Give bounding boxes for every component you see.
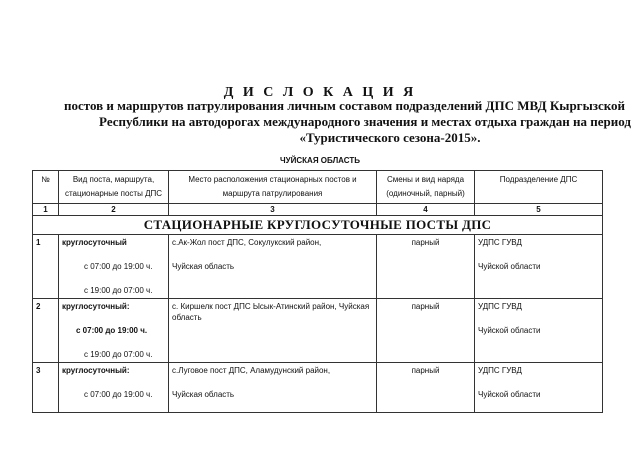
shift-day: с 07:00 до 19:00 ч. (76, 326, 148, 335)
table-row (33, 363, 603, 413)
header-unit: Подразделение ДПС (475, 171, 603, 204)
column-numbers-row (33, 204, 603, 216)
shift-night: с 19:00 до 07:00 ч. (84, 286, 153, 295)
post-type-cell (59, 299, 169, 363)
unit-region: Чуйской области (478, 262, 541, 271)
unit-cell (475, 363, 603, 413)
column-number: 5 (475, 204, 603, 216)
header-number: № (33, 171, 59, 204)
section-row (33, 216, 603, 235)
location-cell (169, 235, 377, 299)
unit-cell (475, 235, 603, 299)
post-type: круглосуточный (62, 238, 127, 247)
post-type-cell (59, 363, 169, 413)
location-region: Чуйская область (172, 390, 235, 399)
column-number: 3 (169, 204, 377, 216)
location-cell (169, 299, 377, 363)
unit-name: УДПС ГУВД (478, 302, 522, 311)
table-row (33, 299, 603, 363)
table-header-row (33, 171, 603, 204)
column-number: 4 (377, 204, 475, 216)
unit-region: Чуйской области (478, 326, 541, 335)
row-number: 3 (33, 363, 59, 413)
duty-type: парный (377, 299, 475, 363)
unit-name: УДПС ГУВД (478, 366, 522, 375)
deployment-table (32, 170, 603, 413)
post-type: круглосуточный: (62, 302, 130, 311)
region-heading: ЧУЙСКАЯ ОБЛАСТЬ (280, 156, 360, 165)
shift-night: с 19:00 до 07:00 ч. (84, 350, 153, 359)
row-number: 1 (33, 235, 59, 299)
location-text: с. Киршелк пост ДПС Ысык-Атинский район, Чуйская область (172, 302, 370, 322)
unit-name: УДПС ГУВД (478, 238, 522, 247)
shift-day: с 07:00 до 19:00 ч. (84, 390, 153, 399)
column-number: 2 (59, 204, 169, 216)
location-cell (169, 363, 377, 413)
document-title: Д И С Л О К А Ц И Я (223, 85, 417, 100)
location-region: Чуйская область (172, 262, 235, 271)
subtitle-line-2: Республики на автодорогах международного значения и местах отдыха граждан на период (99, 114, 631, 129)
unit-cell (475, 299, 603, 363)
subtitle-line-3: «Туристического сезона-2015». (299, 130, 481, 145)
table-row (33, 235, 603, 299)
post-type-cell (59, 235, 169, 299)
duty-type: парный (377, 235, 475, 299)
unit-region: Чуйской области (478, 390, 541, 399)
section-title: СТАЦИОНАРНЫЕ КРУГЛОСУТОЧНЫЕ ПОСТЫ ДПС (33, 216, 603, 235)
location-text: с.Луговое пост ДПС, Аламудунский район, (172, 366, 331, 375)
header-location: Место расположения стационарных постов и маршрута патрулирования (169, 171, 377, 204)
subtitle-line-1: постов и маршрутов патрулирования личным составом подразделений ДПС МВД Кыргызской (64, 98, 626, 113)
location-text: с.Ак-Жол пост ДПС, Сокулукский район, (172, 238, 322, 247)
column-number: 1 (33, 204, 59, 216)
header-shift: Смены и вид наряда (одиночный, парный) (377, 171, 475, 204)
duty-type: парный (377, 363, 475, 413)
post-type: круглосуточный: (62, 366, 130, 375)
header-post-type: Вид поста, маршрута, стационарные посты ДПС (59, 171, 169, 204)
row-number: 2 (33, 299, 59, 363)
shift-day: с 07:00 до 19:00 ч. (84, 262, 153, 271)
